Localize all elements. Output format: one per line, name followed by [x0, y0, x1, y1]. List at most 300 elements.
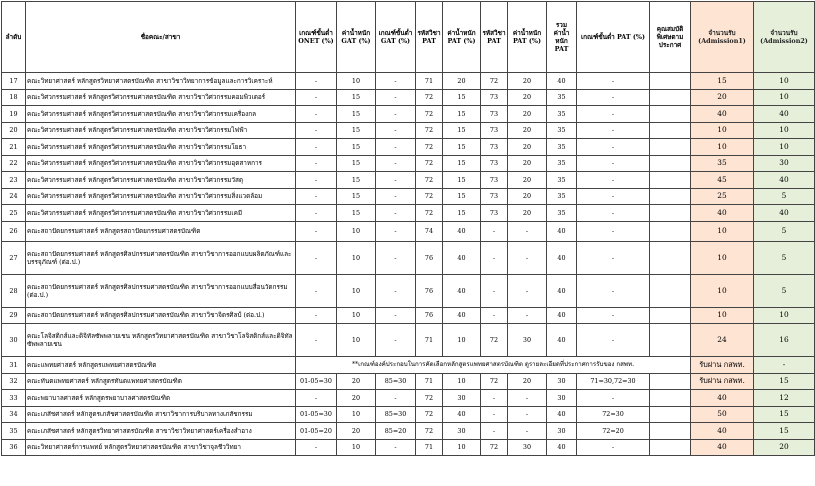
header-admission2: จำนวนรับ (Admission2) [754, 2, 815, 73]
pat-min-cell: - [577, 188, 650, 205]
admission1-cell: 40 [691, 205, 754, 222]
admission1-cell: รับผ่าน กสพท. [691, 373, 754, 390]
gat-weight-cell: 10 [337, 324, 376, 357]
pat-total-cell: 35 [547, 122, 577, 139]
pat-b-weight-cell: 20 [508, 373, 547, 390]
header-pat-total: รวมค่าน้ำหนัก PAT [547, 2, 577, 73]
special-cell [650, 439, 691, 456]
pat-b-weight-cell: 20 [508, 188, 547, 205]
header-special: คุณสมบัติพิเศษตามประกาศ [650, 2, 691, 73]
pat-total-cell: 35 [547, 139, 577, 156]
pat-a-cell: 72 [416, 106, 443, 123]
gat-min-cell: - [376, 139, 416, 156]
admission1-cell: 10 [691, 139, 754, 156]
table-row [2, 139, 815, 156]
onet-cell: - [296, 73, 337, 90]
table-row [2, 406, 815, 423]
pat-b-cell: - [481, 274, 508, 307]
gat-min-cell: 85=20 [376, 423, 416, 440]
gat-weight-cell: 10 [337, 307, 376, 324]
pat-b-cell: - [481, 423, 508, 440]
faculty-name: คณะวิศวกรรมศาสตร์ หลักสูตรวิศวกรรมศาสตรบัณฑิต สาขาวิชาวิศวกรรมเคมี [26, 205, 296, 222]
gat-weight-cell: 15 [337, 139, 376, 156]
pat-a-weight-cell: 15 [443, 155, 481, 172]
pat-b-cell: 73 [481, 122, 508, 139]
header-faculty: ชื่อคณะ/สาขา [26, 2, 296, 73]
admission1-cell: 15 [691, 73, 754, 90]
faculty-name: คณะโลจิสติกส์และดิจิทัลซัพพลายเชน หลักสูตรวิทยาศาสตรบัณฑิต สาขาวิชาโลจิสติกส์และดิจิทัลซัพพลายเชน [26, 324, 296, 357]
special-cell [650, 73, 691, 90]
row-number: 22 [2, 155, 26, 172]
pat-a-weight-cell: 40 [443, 221, 481, 241]
pat-total-cell: 30 [547, 390, 577, 407]
pat-b-weight-cell: - [508, 307, 547, 324]
pat-min-cell: - [577, 122, 650, 139]
pat-b-weight-cell: 20 [508, 155, 547, 172]
special-cell [650, 139, 691, 156]
pat-a-weight-cell: 10 [443, 439, 481, 456]
admission2-cell: 15 [754, 423, 815, 440]
admission2-cell: 5 [754, 241, 815, 274]
faculty-name: คณะสถาปัตยกรรมศาสตร์ หลักสูตรศิลปกรรมศาสตรบัณฑิต สาขาวิชาจิตรศิลป์ (ต่อ.ป.) [26, 307, 296, 324]
row-number: 17 [2, 73, 26, 90]
pat-a-weight-cell: 40 [443, 241, 481, 274]
row-number: 33 [2, 390, 26, 407]
onet-cell: - [296, 241, 337, 274]
admission-table [1, 1, 815, 456]
pat-a-cell: 71 [416, 439, 443, 456]
pat-total-cell: 40 [547, 324, 577, 357]
pat-min-cell: - [577, 139, 650, 156]
pat-a-weight-cell: 15 [443, 188, 481, 205]
admission1-cell: 45 [691, 172, 754, 189]
gat-min-cell: - [376, 221, 416, 241]
pat-a-weight-cell: 15 [443, 205, 481, 222]
admission2-cell: 16 [754, 324, 815, 357]
pat-b-cell: 73 [481, 172, 508, 189]
header-pat-b: รหัสวิชา PAT [481, 2, 508, 73]
admission1-cell: 25 [691, 188, 754, 205]
special-cell [650, 406, 691, 423]
pat-total-cell: 40 [547, 406, 577, 423]
admission2-cell: 40 [754, 106, 815, 123]
special-cell [650, 155, 691, 172]
admission2-cell: 40 [754, 205, 815, 222]
onet-cell: - [296, 439, 337, 456]
pat-total-cell: 40 [547, 241, 577, 274]
pat-total-cell: 35 [547, 106, 577, 123]
pat-a-cell: 72 [416, 139, 443, 156]
table-row [2, 122, 815, 139]
pat-total-cell: 40 [547, 274, 577, 307]
special-cell [650, 188, 691, 205]
table-row [2, 439, 815, 456]
pat-b-cell: - [481, 221, 508, 241]
pat-a-cell: 72 [416, 205, 443, 222]
header-no: ลำดับ [2, 2, 26, 73]
gat-min-cell: - [376, 307, 416, 324]
admission2-cell: 10 [754, 139, 815, 156]
pat-a-cell: 72 [416, 390, 443, 407]
special-cell [650, 307, 691, 324]
special-cell [650, 221, 691, 241]
admission2-cell: 10 [754, 122, 815, 139]
faculty-name: คณะเภสัชศาสตร์ หลักสูตรเภสัชศาสตรบัณฑิต สาขาวิชาการบริบาลทางเภสัชกรรม [26, 406, 296, 423]
faculty-name: คณะสถาปัตยกรรมศาสตร์ หลักสูตรศิลปกรรมศาสตรบัณฑิต สาขาวิชาการออกแบบสื่อนวัตกรรม (ต่อ.ป.) [26, 274, 296, 307]
pat-min-cell: - [577, 439, 650, 456]
pat-a-cell: 72 [416, 155, 443, 172]
gat-min-cell: - [376, 73, 416, 90]
onet-cell: - [296, 188, 337, 205]
gat-weight-cell: 10 [337, 406, 376, 423]
pat-min-cell: - [577, 241, 650, 274]
pat-total-cell: 40 [547, 221, 577, 241]
table-row [2, 106, 815, 123]
header-gat-weight: ค่าน้ำหนัก GAT (%) [337, 2, 376, 73]
row-number: 32 [2, 373, 26, 390]
faculty-name: คณะสถาปัตยกรรมศาสตร์ หลักสูตรศิลปกรรมศาสตรบัณฑิต สาขาวิชาการออกแบบผลิตภัณฑ์และบรรจุภัณฑ์ (ต่อ.ป.) [26, 241, 296, 274]
header-pat-a-weight: ค่าน้ำหนัก PAT (%) [443, 2, 481, 73]
gat-min-cell: - [376, 274, 416, 307]
admission2-cell: 10 [754, 307, 815, 324]
pat-a-weight-cell: 20 [443, 73, 481, 90]
gat-min-cell: 85=30 [376, 406, 416, 423]
gat-weight-cell: 10 [337, 73, 376, 90]
gat-min-cell: - [376, 390, 416, 407]
pat-b-cell: 73 [481, 89, 508, 106]
faculty-name: คณะเภสัชศาสตร์ หลักสูตรวิทยาศาสตรบัณฑิต สาขาวิชาวิทยาศาสตร์เครื่องสำอาง [26, 423, 296, 440]
faculty-name: คณะวิศวกรรมศาสตร์ หลักสูตรวิศวกรรมศาสตรบัณฑิต สาขาวิชาวิศวกรรมโยธา [26, 139, 296, 156]
gat-min-cell: - [376, 439, 416, 456]
gat-weight-cell: 15 [337, 106, 376, 123]
admission2-cell: 20 [754, 439, 815, 456]
admission1-cell: 40 [691, 390, 754, 407]
onet-cell: 01-05=30 [296, 373, 337, 390]
admission2-cell: 12 [754, 390, 815, 407]
pat-total-cell: 35 [547, 172, 577, 189]
faculty-name: คณะวิศวกรรมศาสตร์ หลักสูตรวิศวกรรมศาสตรบัณฑิต สาขาวิชาวิศวกรรมอุตสาหการ [26, 155, 296, 172]
row-number: 24 [2, 188, 26, 205]
admission2-cell: - [754, 357, 815, 374]
onet-cell: - [296, 155, 337, 172]
admission2-cell: 5 [754, 188, 815, 205]
pat-a-weight-cell: 15 [443, 89, 481, 106]
pat-a-weight-cell: 15 [443, 122, 481, 139]
row-number: 26 [2, 221, 26, 241]
pat-min-cell: - [577, 221, 650, 241]
pat-b-cell: 73 [481, 188, 508, 205]
header-pat-b-weight: ค่าน้ำหนัก PAT (%) [508, 2, 547, 73]
pat-a-cell: 72 [416, 423, 443, 440]
special-cell [650, 274, 691, 307]
gat-weight-cell: 15 [337, 155, 376, 172]
table-row [2, 172, 815, 189]
pat-total-cell: 30 [547, 423, 577, 440]
row-number: 30 [2, 324, 26, 357]
pat-min-cell: - [577, 390, 650, 407]
pat-b-weight-cell: 30 [508, 439, 547, 456]
pat-a-cell: 72 [416, 122, 443, 139]
onet-cell: - [296, 390, 337, 407]
onet-cell: - [296, 274, 337, 307]
gat-min-cell: 85=30 [376, 373, 416, 390]
faculty-name: คณะพยาบาลศาสตร์ หลักสูตรพยาบาลศาสตรบัณฑิต [26, 390, 296, 407]
admission1-cell: 40 [691, 423, 754, 440]
special-cell [650, 106, 691, 123]
admission1-cell: รับผ่าน กสพท. [691, 357, 754, 374]
table-body [2, 73, 815, 456]
pat-a-cell: 72 [416, 406, 443, 423]
pat-b-cell: 73 [481, 155, 508, 172]
pat-b-weight-cell: 20 [508, 139, 547, 156]
special-cell [650, 205, 691, 222]
pat-b-weight-cell: - [508, 221, 547, 241]
faculty-name: คณะวิศวกรรมศาสตร์ หลักสูตรวิศวกรรมศาสตรบัณฑิต สาขาวิชาวิศวกรรมสิ่งแวดล้อม [26, 188, 296, 205]
onet-cell: - [296, 89, 337, 106]
onet-cell: - [296, 139, 337, 156]
onet-cell: - [296, 106, 337, 123]
pat-a-weight-cell: 30 [443, 423, 481, 440]
pat-total-cell: 35 [547, 205, 577, 222]
onet-cell: - [296, 307, 337, 324]
pat-b-weight-cell: 20 [508, 172, 547, 189]
row-number: 19 [2, 106, 26, 123]
pat-a-weight-cell: 40 [443, 406, 481, 423]
pat-b-cell: 72 [481, 324, 508, 357]
pat-b-weight-cell: - [508, 274, 547, 307]
pat-b-weight-cell: 20 [508, 106, 547, 123]
pat-a-cell: 71 [416, 373, 443, 390]
pat-b-weight-cell: 20 [508, 89, 547, 106]
pat-a-weight-cell: 15 [443, 106, 481, 123]
gat-min-cell: - [376, 122, 416, 139]
pat-total-cell: 40 [547, 439, 577, 456]
pat-b-cell: 73 [481, 106, 508, 123]
special-cell [650, 172, 691, 189]
admission2-cell: 10 [754, 89, 815, 106]
pat-a-weight-cell: 15 [443, 172, 481, 189]
pat-a-cell: 76 [416, 274, 443, 307]
pat-min-cell: 71=30,72=30 [577, 373, 650, 390]
admission1-cell: 50 [691, 406, 754, 423]
pat-b-cell: 72 [481, 73, 508, 90]
header-pat-a: รหัสวิชา PAT [416, 2, 443, 73]
pat-min-cell: 72=30 [577, 406, 650, 423]
pat-b-cell: 72 [481, 439, 508, 456]
admission1-cell: 24 [691, 324, 754, 357]
pat-b-cell: 73 [481, 139, 508, 156]
pat-b-weight-cell: - [508, 423, 547, 440]
pat-total-cell: 30 [547, 373, 577, 390]
table-row [2, 357, 815, 374]
row-number: 34 [2, 406, 26, 423]
admission2-cell: 15 [754, 373, 815, 390]
pat-total-cell: 40 [547, 307, 577, 324]
table-row [2, 373, 815, 390]
pat-b-weight-cell: - [508, 241, 547, 274]
table-row [2, 423, 815, 440]
gat-weight-cell: 10 [337, 439, 376, 456]
faculty-name: คณะวิศวกรรมศาสตร์ หลักสูตรวิศวกรรมศาสตรบัณฑิต สาขาวิชาวิศวกรรมคอมพิวเตอร์ [26, 89, 296, 106]
row-number: 27 [2, 241, 26, 274]
pat-min-cell: - [577, 324, 650, 357]
special-cell [650, 390, 691, 407]
admission1-cell: 20 [691, 89, 754, 106]
pat-b-weight-cell: 20 [508, 122, 547, 139]
pat-a-weight-cell: 40 [443, 307, 481, 324]
pat-min-cell: - [577, 89, 650, 106]
admission1-cell: 40 [691, 439, 754, 456]
onet-cell: - [296, 324, 337, 357]
special-cell [650, 423, 691, 440]
gat-min-cell: - [376, 324, 416, 357]
gat-min-cell: - [376, 188, 416, 205]
table-row [2, 73, 815, 90]
pat-min-cell: - [577, 106, 650, 123]
header-pat-min: เกณฑ์ขั้นต่ำ PAT (%) [577, 2, 650, 73]
admission1-cell: 10 [691, 274, 754, 307]
header-onet: เกณฑ์ขั้นต่ำ ONET (%) [296, 2, 337, 73]
header-gat-min: เกณฑ์ขั้นต่ำ GAT (%) [376, 2, 416, 73]
table-row [2, 155, 815, 172]
row-number: 18 [2, 89, 26, 106]
pat-b-weight-cell: - [508, 390, 547, 407]
gat-weight-cell: 20 [337, 373, 376, 390]
admission2-cell: 5 [754, 274, 815, 307]
pat-a-cell: 71 [416, 324, 443, 357]
pat-a-cell: 72 [416, 172, 443, 189]
table-row [2, 274, 815, 307]
admission1-cell: 10 [691, 307, 754, 324]
row-number: 28 [2, 274, 26, 307]
pat-min-cell: - [577, 205, 650, 222]
admission1-cell: 40 [691, 106, 754, 123]
pat-total-cell: 40 [547, 73, 577, 90]
onet-cell: - [296, 221, 337, 241]
gat-min-cell: - [376, 106, 416, 123]
faculty-name: คณะแพทยศาสตร์ หลักสูตรแพทยศาสตรบัณฑิต [26, 357, 296, 374]
gat-weight-cell: 15 [337, 172, 376, 189]
pat-total-cell: 35 [547, 89, 577, 106]
table-row [2, 221, 815, 241]
gat-weight-cell: 10 [337, 274, 376, 307]
pat-b-weight-cell: 30 [508, 324, 547, 357]
gat-min-cell: - [376, 172, 416, 189]
row-number: 35 [2, 423, 26, 440]
table-row [2, 89, 815, 106]
gat-min-cell: - [376, 241, 416, 274]
pat-a-weight-cell: 30 [443, 390, 481, 407]
pat-min-cell: - [577, 307, 650, 324]
pat-a-weight-cell: 40 [443, 274, 481, 307]
onet-cell: 01-05=30 [296, 406, 337, 423]
special-cell [650, 122, 691, 139]
admission2-cell: 30 [754, 155, 815, 172]
table-row [2, 324, 815, 357]
admission2-cell: 10 [754, 73, 815, 90]
admission1-cell: 10 [691, 221, 754, 241]
faculty-name: คณะวิทยาศาสตร์ หลักสูตรวิทยาศาสตรบัณฑิต สาขาวิชาวิทยาการข้อมูลและการวิเคราะห์ [26, 73, 296, 90]
pat-b-weight-cell: - [508, 406, 547, 423]
faculty-name: คณะวิศวกรรมศาสตร์ หลักสูตรวิศวกรรมศาสตรบัณฑิต สาขาวิชาวิศวกรรมวัสดุ [26, 172, 296, 189]
pat-b-cell: - [481, 307, 508, 324]
gat-weight-cell: 10 [337, 241, 376, 274]
admission2-cell: 5 [754, 221, 815, 241]
faculty-name: คณะวิศวกรรมศาสตร์ หลักสูตรวิศวกรรมศาสตรบัณฑิต สาขาวิชาวิศวกรรมเครื่องกล [26, 106, 296, 123]
gat-weight-cell: 20 [337, 423, 376, 440]
special-cell [650, 241, 691, 274]
onet-cell: - [296, 122, 337, 139]
gat-weight-cell: 20 [337, 390, 376, 407]
pat-b-weight-cell: 20 [508, 73, 547, 90]
pat-b-weight-cell: 20 [508, 205, 547, 222]
merged-note: **เกณฑ์องค์ประกอบในการคัดเลือกหลักสูตรแพทยศาสตรบัณฑิต ดูรายละเอียดที่ประกาศการรับของ กสพท. [296, 357, 691, 374]
pat-min-cell: - [577, 155, 650, 172]
header-admission1: จำนวนรับ (Admission1) [691, 2, 754, 73]
gat-weight-cell: 15 [337, 188, 376, 205]
gat-min-cell: - [376, 205, 416, 222]
row-number: 20 [2, 122, 26, 139]
pat-b-cell: 73 [481, 205, 508, 222]
admission1-cell: 35 [691, 155, 754, 172]
faculty-name: คณะวิทยาศาสตร์การแพทย์ หลักสูตรวิทยาศาสตรบัณฑิต สาขาวิชาจุลชีววิทยา [26, 439, 296, 456]
special-cell [650, 324, 691, 357]
pat-a-cell: 71 [416, 73, 443, 90]
gat-weight-cell: 10 [337, 221, 376, 241]
gat-weight-cell: 15 [337, 205, 376, 222]
gat-weight-cell: 15 [337, 89, 376, 106]
special-cell [650, 373, 691, 390]
admission1-cell: 10 [691, 122, 754, 139]
gat-min-cell: - [376, 89, 416, 106]
pat-total-cell: 35 [547, 188, 577, 205]
row-number: 36 [2, 439, 26, 456]
special-cell [650, 89, 691, 106]
gat-weight-cell: 15 [337, 122, 376, 139]
onet-cell: - [296, 205, 337, 222]
pat-b-cell: - [481, 241, 508, 274]
pat-a-weight-cell: 10 [443, 373, 481, 390]
pat-min-cell: - [577, 73, 650, 90]
table-row [2, 241, 815, 274]
admission2-cell: 40 [754, 172, 815, 189]
faculty-name: คณะวิศวกรรมศาสตร์ หลักสูตรวิศวกรรมศาสตรบัณฑิต สาขาวิชาวิศวกรรมไฟฟ้า [26, 122, 296, 139]
table-row [2, 390, 815, 407]
pat-a-cell: 72 [416, 188, 443, 205]
table-row [2, 188, 815, 205]
table-row [2, 307, 815, 324]
pat-a-weight-cell: 10 [443, 324, 481, 357]
pat-b-cell: - [481, 406, 508, 423]
row-number: 25 [2, 205, 26, 222]
admission1-cell: 10 [691, 241, 754, 274]
pat-a-cell: 74 [416, 221, 443, 241]
row-number: 23 [2, 172, 26, 189]
pat-a-cell: 76 [416, 307, 443, 324]
header-row [2, 2, 815, 73]
row-number: 29 [2, 307, 26, 324]
pat-a-cell: 72 [416, 89, 443, 106]
row-number: 31 [2, 357, 26, 374]
faculty-name: คณะสถาปัตยกรรมศาสตร์ หลักสูตรสถาปัตยกรรมศาสตรบัณฑิต [26, 221, 296, 241]
row-number: 21 [2, 139, 26, 156]
admission2-cell: 15 [754, 406, 815, 423]
pat-total-cell: 35 [547, 155, 577, 172]
table-row [2, 205, 815, 222]
faculty-name: คณะทันตแพทยศาสตร์ หลักสูตรทันตแพทยศาสตรบัณฑิต [26, 373, 296, 390]
pat-min-cell: - [577, 172, 650, 189]
onet-cell: - [296, 172, 337, 189]
